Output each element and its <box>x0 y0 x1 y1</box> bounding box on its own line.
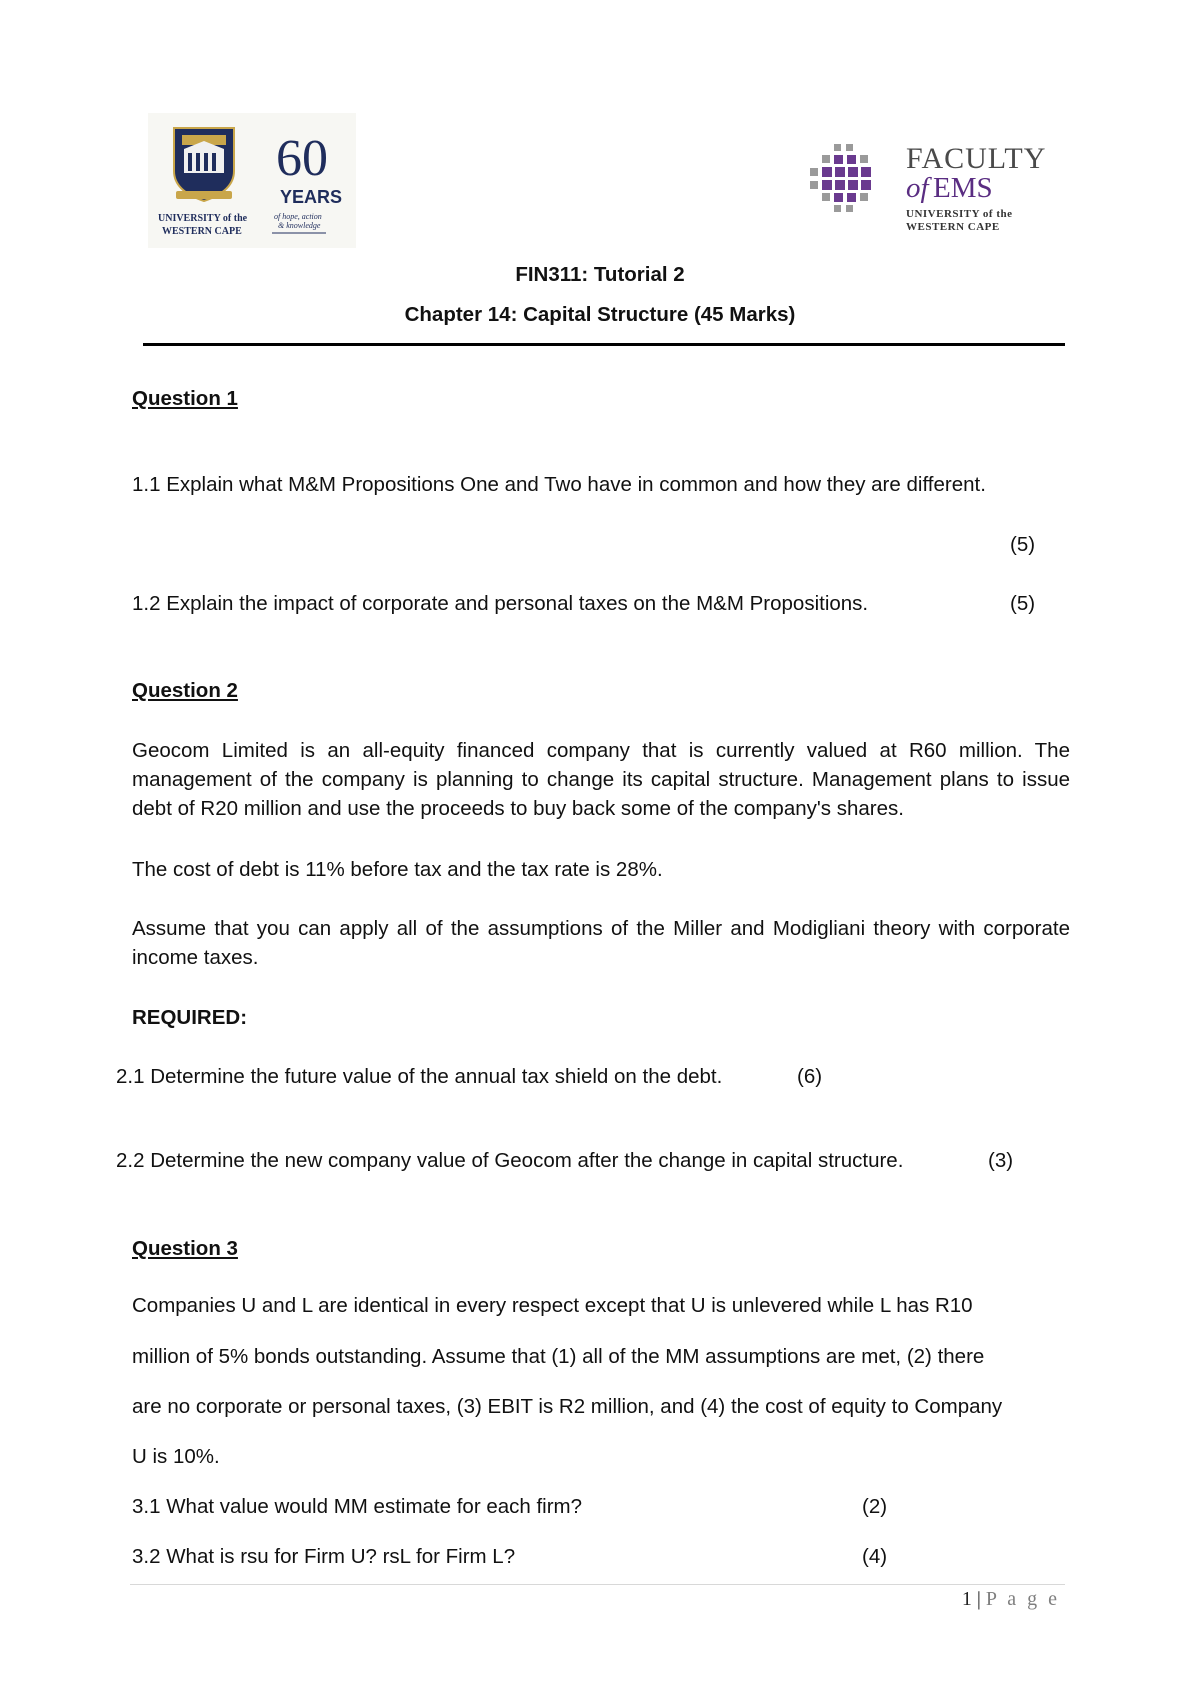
question-3-line: U is 10%. <box>132 1445 220 1468</box>
question-2-2-text: 2.2 Determine the new company value of Geocom after the change in capital structure. <box>116 1149 904 1172</box>
svg-text:of hope, action: of hope, action <box>274 212 322 221</box>
svg-text:& knowledge: & knowledge <box>278 221 321 230</box>
question-1-1-text: 1.1 Explain what M&M Propositions One and Two have in common and how they are different. <box>132 473 986 496</box>
university-logo <box>148 113 356 248</box>
ems-university-line1: UNIVERSITY of the <box>906 208 1013 220</box>
ems-grid-icon <box>810 142 880 222</box>
question-3-heading: Question 3 <box>132 1237 238 1260</box>
question-2-heading: Question 2 <box>132 679 238 702</box>
question-2-paragraph-1: Geocom Limited is an all-equity financed company that is currently valued at R60 million. The management of the company is planning to change its capital structure. Management plans to issue debt of R20 million and use the proceeds to buy back some of the company's shares. <box>132 739 1070 820</box>
question-3-line: are no corporate or personal taxes, (3) EBIT is R2 million, and (4) the cost of equity to Company <box>132 1395 1003 1418</box>
question-3-1-text: 3.1 What value would MM estimate for each firm? <box>132 1495 583 1518</box>
ems-title-faculty: FACULTY <box>906 142 1047 175</box>
question-2-required: REQUIRED: <box>132 1006 248 1029</box>
page-footer <box>962 1588 1060 1611</box>
ems-university-line2: WESTERN CAPE <box>906 221 1000 233</box>
question-2-2-marks: (3) <box>988 1149 1014 1172</box>
question-3-2-marks: (4) <box>862 1545 888 1568</box>
question-2-1-marks: (6) <box>797 1065 823 1088</box>
question-1-1-marks: (5) <box>1010 533 1036 556</box>
document-title: FIN311: Tutorial 2 <box>515 263 685 286</box>
question-3-line: Companies U and L are identical in every respect except that U is unlevered while L has R10 <box>132 1294 973 1317</box>
question-3-line: million of 5% bonds outstanding. Assume that (1) all of the MM assumptions are met, (2) there <box>132 1345 985 1368</box>
question-2-paragraph-2: The cost of debt is 11% before tax and the tax rate is 28%. <box>132 858 663 881</box>
svg-text:UNIVERSITY of the: UNIVERSITY of the <box>158 213 248 224</box>
page-number: 1 <box>961 1588 972 1610</box>
uwc-crest-icon <box>148 113 356 248</box>
question-1-2-marks: (5) <box>1010 592 1036 615</box>
svg-text:60: 60 <box>276 130 328 187</box>
page-separator: | <box>976 1588 981 1610</box>
question-1-2-text: 1.2 Explain the impact of corporate and personal taxes on the M&M Propositions. <box>132 592 869 615</box>
question-2-paragraph-3: Assume that you can apply all of the assumptions of the Miller and Modigliani theory with corporate income taxes. <box>132 917 1070 969</box>
question-2-1-text: 2.1 Determine the future value of the annual tax shield on the debt. <box>116 1065 723 1088</box>
faculty-ems-logo <box>810 142 1050 232</box>
svg-text:WESTERN CAPE: WESTERN CAPE <box>162 226 242 237</box>
question-3-2-text: 3.2 What is rsu for Firm U? rsL for Firm L? <box>132 1545 516 1568</box>
question-3-1-marks: (2) <box>862 1495 888 1518</box>
footer-divider <box>130 1584 1065 1585</box>
document-subtitle: Chapter 14: Capital Structure (45 Marks) <box>404 303 796 326</box>
question-1-heading: Question 1 <box>132 387 238 410</box>
ems-title-of-ems: of EMS <box>906 172 993 204</box>
title-divider <box>143 343 1065 346</box>
svg-text:YEARS: YEARS <box>280 187 343 207</box>
page-label: P a g e <box>985 1588 1060 1610</box>
